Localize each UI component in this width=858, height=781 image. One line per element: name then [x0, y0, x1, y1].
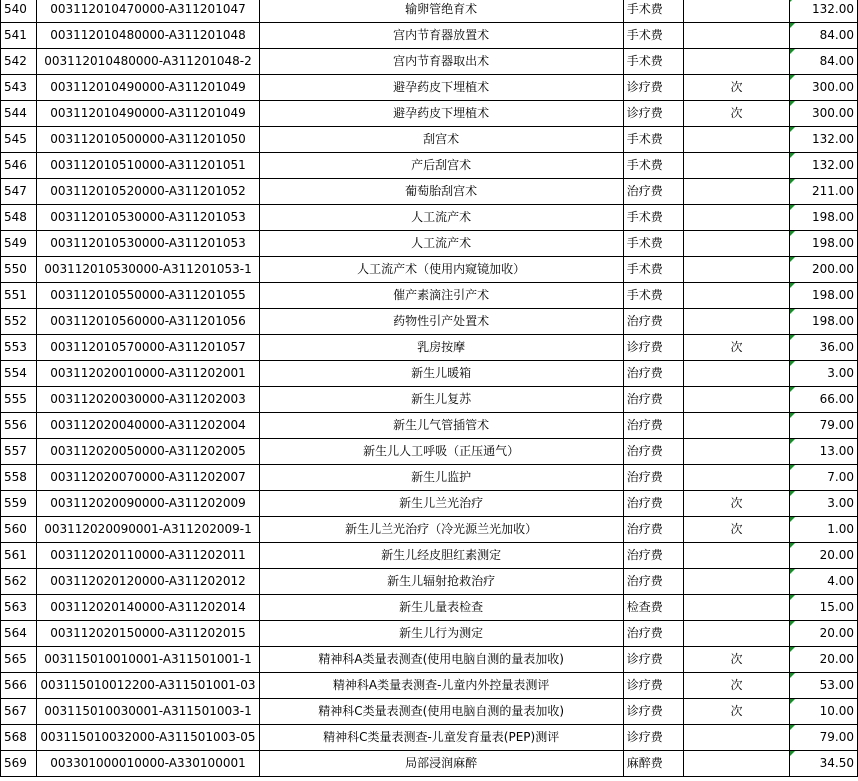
item-code-cell[interactable]: 003112020040000-A311202004 [37, 413, 259, 439]
table-row [1, 0, 858, 23]
item-name-cell[interactable]: 精神科C类量表测查-儿童发育量表(PEP)测评 [259, 725, 623, 751]
row-number-cell[interactable]: 560 [1, 517, 37, 543]
item-name-cell[interactable]: 精神科A类量表测查-儿童内外控量表测评 [259, 673, 623, 699]
price-cell[interactable]: 36.00 [789, 335, 857, 361]
item-name-cell[interactable]: 新生儿暖箱 [259, 361, 623, 387]
fee-category-cell[interactable]: 手术费 [623, 23, 683, 49]
unit-cell[interactable] [684, 309, 789, 335]
price-cell[interactable]: 15.00 [789, 595, 857, 621]
price-cell[interactable]: 3.00 [789, 361, 857, 387]
price-cell[interactable]: 198.00 [789, 231, 857, 257]
price-cell[interactable]: 34.50 [789, 751, 857, 777]
item-name-cell[interactable]: 新生儿复苏 [259, 387, 623, 413]
item-code-cell[interactable]: 003112020010000-A311202001 [37, 361, 259, 387]
unit-cell[interactable] [684, 257, 789, 283]
item-name-cell[interactable]: 人工流产术 [259, 205, 623, 231]
price-cell[interactable]: 198.00 [789, 309, 857, 335]
item-code-cell[interactable]: 003112020090000-A311202009 [37, 491, 259, 517]
row-number-cell[interactable]: 562 [1, 569, 37, 595]
fee-category-cell[interactable]: 治疗费 [623, 361, 683, 387]
table-row [1, 751, 858, 777]
row-number-cell[interactable]: 543 [1, 75, 37, 101]
item-name-cell[interactable]: 新生儿兰光治疗（冷光源兰光加收） [259, 517, 623, 543]
table-row [1, 491, 858, 517]
fee-category-cell[interactable]: 手术费 [623, 49, 683, 75]
row-number-cell[interactable]: 569 [1, 751, 37, 777]
price-cell[interactable]: 84.00 [789, 23, 857, 49]
item-name-cell[interactable]: 局部浸润麻醉 [259, 751, 623, 777]
row-number-cell[interactable]: 540 [1, 0, 37, 23]
item-code-cell[interactable]: 003112010530000-A311201053 [37, 205, 259, 231]
unit-cell[interactable] [684, 179, 789, 205]
item-code-cell[interactable]: 003112010490000-A311201049 [37, 75, 259, 101]
table-row [1, 595, 858, 621]
table-row [1, 569, 858, 595]
row-number-cell[interactable]: 544 [1, 101, 37, 127]
table-row [1, 465, 858, 491]
item-code-cell[interactable]: 003112010570000-A311201057 [37, 335, 259, 361]
item-code-cell[interactable]: 003112010490000-A311201049 [37, 101, 259, 127]
item-name-cell[interactable]: 新生儿气管插管术 [259, 413, 623, 439]
unit-cell[interactable] [684, 361, 789, 387]
price-cell[interactable]: 132.00 [789, 0, 857, 23]
item-code-cell[interactable]: 003112010550000-A311201055 [37, 283, 259, 309]
fee-category-cell[interactable]: 诊疗费 [623, 75, 683, 101]
grid-body [1, 0, 858, 777]
fee-category-cell[interactable]: 诊疗费 [623, 647, 683, 673]
unit-cell[interactable] [684, 127, 789, 153]
fee-category-cell[interactable]: 诊疗费 [623, 101, 683, 127]
price-cell[interactable]: 132.00 [789, 153, 857, 179]
fee-category-cell[interactable]: 治疗费 [623, 569, 683, 595]
price-cell[interactable]: 300.00 [789, 75, 857, 101]
unit-cell[interactable] [684, 543, 789, 569]
unit-cell[interactable]: 次 [684, 75, 789, 101]
table-row [1, 543, 858, 569]
item-name-cell[interactable]: 精神科C类量表测查(使用电脑自测的量表加收) [259, 699, 623, 725]
unit-cell[interactable] [684, 595, 789, 621]
item-code-cell[interactable]: 003112010560000-A311201056 [37, 309, 259, 335]
row-number-cell[interactable]: 557 [1, 439, 37, 465]
price-cell[interactable]: 79.00 [789, 725, 857, 751]
price-cell[interactable]: 53.00 [789, 673, 857, 699]
row-number-cell[interactable]: 551 [1, 283, 37, 309]
fee-category-cell[interactable]: 诊疗费 [623, 335, 683, 361]
item-code-cell[interactable]: 003112010500000-A311201050 [37, 127, 259, 153]
item-code-cell[interactable]: 003112020110000-A311202011 [37, 543, 259, 569]
item-code-cell[interactable]: 003112020150000-A311202015 [37, 621, 259, 647]
table-row [1, 75, 858, 101]
item-code-cell[interactable]: 003112010530000-A311201053-1 [37, 257, 259, 283]
table-row [1, 387, 858, 413]
row-number-cell[interactable]: 563 [1, 595, 37, 621]
unit-cell[interactable] [684, 439, 789, 465]
row-number-cell[interactable]: 554 [1, 361, 37, 387]
item-name-cell[interactable]: 精神科A类量表测查(使用电脑自测的量表加收) [259, 647, 623, 673]
price-cell[interactable]: 132.00 [789, 127, 857, 153]
price-cell[interactable]: 66.00 [789, 387, 857, 413]
item-code-cell[interactable]: 003112010480000-A311201048 [37, 23, 259, 49]
item-name-cell[interactable]: 人工流产术 [259, 231, 623, 257]
item-name-cell[interactable]: 产后刮宫术 [259, 153, 623, 179]
price-cell[interactable]: 20.00 [789, 543, 857, 569]
item-name-cell[interactable]: 乳房按摩 [259, 335, 623, 361]
fee-category-cell[interactable]: 手术费 [623, 205, 683, 231]
table-row [1, 699, 858, 725]
price-cell[interactable]: 20.00 [789, 621, 857, 647]
unit-cell[interactable] [684, 153, 789, 179]
fee-category-cell[interactable]: 手术费 [623, 127, 683, 153]
row-number-cell[interactable]: 558 [1, 465, 37, 491]
price-cell[interactable]: 211.00 [789, 179, 857, 205]
item-name-cell[interactable]: 宫内节育器放置术 [259, 23, 623, 49]
unit-cell[interactable] [684, 621, 789, 647]
unit-cell[interactable] [684, 751, 789, 777]
row-number-cell[interactable]: 567 [1, 699, 37, 725]
fee-category-cell[interactable]: 治疗费 [623, 179, 683, 205]
unit-cell[interactable]: 次 [684, 335, 789, 361]
row-number-cell[interactable]: 561 [1, 543, 37, 569]
item-code-cell[interactable]: 003112020050000-A311202005 [37, 439, 259, 465]
fee-category-cell[interactable]: 手术费 [623, 231, 683, 257]
item-name-cell[interactable]: 新生儿兰光治疗 [259, 491, 623, 517]
fee-category-cell[interactable]: 手术费 [623, 153, 683, 179]
fee-category-cell[interactable]: 治疗费 [623, 491, 683, 517]
item-name-cell[interactable]: 刮宫术 [259, 127, 623, 153]
price-cell[interactable]: 13.00 [789, 439, 857, 465]
item-name-cell[interactable]: 新生儿量表检查 [259, 595, 623, 621]
price-cell[interactable]: 200.00 [789, 257, 857, 283]
price-cell[interactable]: 300.00 [789, 101, 857, 127]
row-number-cell[interactable]: 568 [1, 725, 37, 751]
item-code-cell[interactable]: 003112010480000-A311201048-2 [37, 49, 259, 75]
table-row [1, 673, 858, 699]
fee-category-cell[interactable]: 治疗费 [623, 517, 683, 543]
item-name-cell[interactable]: 避孕药皮下埋植术 [259, 101, 623, 127]
row-number-cell[interactable]: 546 [1, 153, 37, 179]
row-number-cell[interactable]: 564 [1, 621, 37, 647]
row-number-cell[interactable]: 565 [1, 647, 37, 673]
table-row [1, 361, 858, 387]
price-cell[interactable]: 4.00 [789, 569, 857, 595]
fee-category-cell[interactable]: 诊疗费 [623, 725, 683, 751]
item-code-cell[interactable]: 003112020140000-A311202014 [37, 595, 259, 621]
table-row [1, 127, 858, 153]
item-name-cell[interactable]: 宫内节育器取出术 [259, 49, 623, 75]
table-row [1, 179, 858, 205]
row-number-cell[interactable]: 566 [1, 673, 37, 699]
table-row [1, 153, 858, 179]
row-number-cell[interactable]: 547 [1, 179, 37, 205]
table-row [1, 257, 858, 283]
item-name-cell[interactable]: 人工流产术（使用内窥镜加收） [259, 257, 623, 283]
unit-cell[interactable]: 次 [684, 647, 789, 673]
row-number-cell[interactable]: 555 [1, 387, 37, 413]
fee-category-cell[interactable]: 手术费 [623, 257, 683, 283]
item-name-cell[interactable]: 催产素滴注引产术 [259, 283, 623, 309]
item-code-cell[interactable]: 003112020120000-A311202012 [37, 569, 259, 595]
item-name-cell[interactable]: 新生儿人工呼吸（正压通气） [259, 439, 623, 465]
fee-category-cell[interactable]: 检查费 [623, 595, 683, 621]
price-cell[interactable]: 84.00 [789, 49, 857, 75]
row-number-cell[interactable]: 550 [1, 257, 37, 283]
price-cell[interactable]: 79.00 [789, 413, 857, 439]
price-cell[interactable]: 3.00 [789, 491, 857, 517]
unit-cell[interactable]: 次 [684, 101, 789, 127]
unit-cell[interactable] [684, 23, 789, 49]
item-code-cell[interactable]: 003112010470000-A311201047 [37, 0, 259, 23]
fee-category-cell[interactable]: 手术费 [623, 0, 683, 23]
table-row [1, 725, 858, 751]
unit-cell[interactable] [684, 387, 789, 413]
row-number-cell[interactable]: 542 [1, 49, 37, 75]
unit-cell[interactable] [684, 725, 789, 751]
row-number-cell[interactable]: 553 [1, 335, 37, 361]
table-row [1, 205, 858, 231]
row-number-cell[interactable]: 559 [1, 491, 37, 517]
price-cell[interactable]: 7.00 [789, 465, 857, 491]
item-code-cell[interactable]: 003112020070000-A311202007 [37, 465, 259, 491]
item-name-cell[interactable]: 药物性引产处置术 [259, 309, 623, 335]
row-number-cell[interactable]: 541 [1, 23, 37, 49]
table-row [1, 621, 858, 647]
item-name-cell[interactable]: 避孕药皮下埋植术 [259, 75, 623, 101]
unit-cell[interactable] [684, 283, 789, 309]
item-code-cell[interactable]: 003112010530000-A311201053 [37, 231, 259, 257]
fee-category-cell[interactable]: 治疗费 [623, 413, 683, 439]
item-code-cell[interactable]: 003112020090001-A311202009-1 [37, 517, 259, 543]
unit-cell[interactable] [684, 0, 789, 23]
item-code-cell[interactable]: 003112010510000-A311201051 [37, 153, 259, 179]
unit-cell[interactable] [684, 413, 789, 439]
unit-cell[interactable]: 次 [684, 699, 789, 725]
unit-cell[interactable] [684, 49, 789, 75]
table-row [1, 23, 858, 49]
item-code-cell[interactable]: 003115010032000-A311501003-05 [37, 725, 259, 751]
item-code-cell[interactable]: 003115010012200-A311501001-03 [37, 673, 259, 699]
item-code-cell[interactable]: 003115010030001-A311501003-1 [37, 699, 259, 725]
table-row [1, 439, 858, 465]
row-number-cell[interactable]: 549 [1, 231, 37, 257]
table-row [1, 283, 858, 309]
fee-category-cell[interactable]: 治疗费 [623, 465, 683, 491]
fee-category-cell[interactable]: 治疗费 [623, 621, 683, 647]
row-number-cell[interactable]: 548 [1, 205, 37, 231]
row-number-cell[interactable]: 552 [1, 309, 37, 335]
item-code-cell[interactable]: 003115010010001-A311501001-1 [37, 647, 259, 673]
row-number-cell[interactable]: 556 [1, 413, 37, 439]
item-name-cell[interactable]: 新生儿监护 [259, 465, 623, 491]
row-number-cell[interactable]: 545 [1, 127, 37, 153]
item-code-cell[interactable]: 003112020030000-A311202003 [37, 387, 259, 413]
fee-category-cell[interactable]: 治疗费 [623, 309, 683, 335]
price-cell[interactable]: 10.00 [789, 699, 857, 725]
unit-cell[interactable] [684, 231, 789, 257]
price-cell[interactable]: 1.00 [789, 517, 857, 543]
unit-cell[interactable]: 次 [684, 517, 789, 543]
item-name-cell[interactable]: 输卵管绝育术 [259, 0, 623, 23]
item-name-cell[interactable]: 新生儿辐射抢救治疗 [259, 569, 623, 595]
table-row [1, 49, 858, 75]
item-name-cell[interactable]: 新生儿经皮胆红素测定 [259, 543, 623, 569]
table-row [1, 517, 858, 543]
price-cell[interactable]: 20.00 [789, 647, 857, 673]
price-cell[interactable]: 198.00 [789, 205, 857, 231]
fee-category-cell[interactable]: 诊疗费 [623, 699, 683, 725]
table-row [1, 309, 858, 335]
table-row [1, 647, 858, 673]
fee-category-cell[interactable]: 诊疗费 [623, 673, 683, 699]
fee-category-cell[interactable]: 手术费 [623, 283, 683, 309]
unit-cell[interactable] [684, 465, 789, 491]
item-name-cell[interactable]: 新生儿行为测定 [259, 621, 623, 647]
fee-category-cell[interactable]: 治疗费 [623, 439, 683, 465]
table-row [1, 335, 858, 361]
fee-category-cell[interactable]: 麻醉费 [623, 751, 683, 777]
fee-category-cell[interactable]: 治疗费 [623, 387, 683, 413]
item-name-cell[interactable]: 葡萄胎刮宫术 [259, 179, 623, 205]
unit-cell[interactable]: 次 [684, 491, 789, 517]
unit-cell[interactable] [684, 569, 789, 595]
price-cell[interactable]: 198.00 [789, 283, 857, 309]
table-row [1, 231, 858, 257]
fee-category-cell[interactable]: 治疗费 [623, 543, 683, 569]
item-code-cell[interactable]: 003112010520000-A311201052 [37, 179, 259, 205]
unit-cell[interactable]: 次 [684, 673, 789, 699]
table-row [1, 101, 858, 127]
table-row [1, 413, 858, 439]
item-code-cell[interactable]: 003301000010000-A330100001 [37, 751, 259, 777]
unit-cell[interactable] [684, 205, 789, 231]
